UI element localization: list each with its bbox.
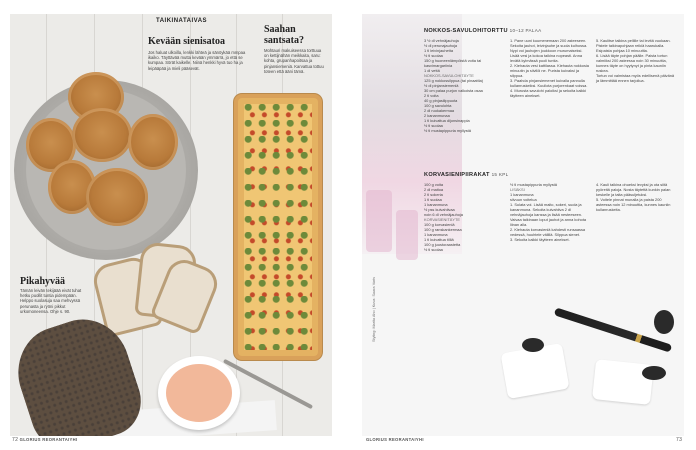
recipe-yield: 10–12 PALAA <box>509 28 542 33</box>
ingredient: 125 g nokkossilppua (tai pinaattia) <box>424 78 484 83</box>
ingredient: 40 g pinjasilippuota <box>424 98 458 103</box>
ingredient: 1 tl kuivattua tilliä <box>424 237 454 242</box>
ingredient: noin 6 dl vehnäjauhoja <box>424 212 463 217</box>
ingredient-list <box>424 38 504 133</box>
method-step: 2. Kiehauta korvasieniä kahdesti runsaassa vedessä, huuhtele välillä. Silppua sienet. <box>510 227 586 237</box>
ingredient: siivuun voitelua <box>510 197 537 202</box>
ingredient: 100 g juustoraastetta <box>424 242 461 247</box>
ingredient: ½ tl suolaa <box>424 247 443 252</box>
ingredient: 1 kananmuna <box>424 202 448 207</box>
method-step: 4. Murusta savulohi paloiksi ja sekoita kaikki täytteen ainekset. <box>510 88 587 98</box>
ingredient: ½ tl mustapippuria myllystä <box>510 182 557 187</box>
method-column <box>510 182 590 242</box>
bun-image <box>86 168 148 226</box>
magazine-name: GLORIUS REORANTAIYHI <box>366 437 424 442</box>
ingredient: ½ dl perunajauhoja <box>424 43 458 48</box>
ingredient: ½ dl pinjansiemeniä <box>424 83 459 88</box>
ingredient: 100 g savulohta <box>424 103 452 108</box>
recipe-title-nettle-salmon-tart <box>424 28 541 34</box>
ingredient-heading: LISÄKSI <box>510 187 525 192</box>
method-step: 5. Kaulitse taikina pellille tai levitä vuokaan. Pistele taikinapohjaan reikiä haarukalla. Esipaista pohjaa 10 minuuttia. <box>596 38 671 53</box>
magazine-name: GLORIUS REORANTAIYHI <box>19 437 78 442</box>
pink-glass-image <box>366 190 392 252</box>
caption-title-quick-good: Pikahyvää <box>20 276 66 287</box>
method-step: 4. Kauli taikina ohueksi levyksi ja ota siitä pyöreitä paloja. Nosta täytettä kunkin palan keskelle ja taita pääsuljetuksi. <box>596 182 671 197</box>
ingredient-list <box>424 182 504 252</box>
ingredient: 100 g voita <box>424 182 444 187</box>
ingredient-heading: NOKKOS-SAVULOHITÄYTE <box>424 73 474 78</box>
bun-image <box>72 108 132 162</box>
method-step: 6. Lisää täyte pohjan päälle. Paista tortun valmiiksi 200 asteessa noin 30 minuuttia, kunnes täyte on hyytynyt ja pinta kauniin ruskea. <box>596 53 668 73</box>
pink-glass-image <box>396 210 418 260</box>
method-column <box>510 38 590 98</box>
method-step: 3. Sekoita kaikki täytteen ainekset. <box>510 237 570 242</box>
ingredient: ½ tl suolaa <box>424 53 443 58</box>
salad-bowl-image <box>158 356 240 430</box>
place-card-image <box>592 359 654 405</box>
ingredient-heading: KORVASIENITÄYTE <box>424 217 460 222</box>
quiche-image <box>238 98 318 356</box>
ingredient: ½ tl mustapippuria myllystä <box>424 128 471 133</box>
ingredient: 2 tl sokeria <box>424 192 443 197</box>
ingredient: 1 kananmuna <box>424 232 448 237</box>
method-step: 5. Voitele pinnat munalla ja paista 200 asteessa noin 12 minuuttia, kunnes kauniin kullanruskeita. <box>596 197 671 212</box>
wood-plank-line <box>236 14 237 436</box>
ingredient: 1 kananmuna <box>510 192 534 197</box>
ingredient: 100 g ranskankermaa <box>424 227 462 232</box>
black-clip-image <box>522 338 544 352</box>
photo-credit: Styling: Marita Aho | Kuva: Saara Varis <box>372 276 376 342</box>
ingredient: 2 dl maitoa <box>424 187 444 192</box>
ingredient: 100 g korvasieniä <box>424 222 455 227</box>
ingredient: 1 dl vettä <box>424 68 440 73</box>
fountain-pen-image <box>554 307 673 352</box>
ingredient: 1 tl suolaa <box>424 197 442 202</box>
bun-image <box>128 114 178 170</box>
method-step: 2. Kiehauta vesi kattilassa. Kiehauta nokkosia minuutin ja siivilöi ne. Purista kuivaksi ja silppua. <box>510 63 589 78</box>
caption-body-spring-mushrooms: Jos haluat ulkoilla, lenkki lähteä ja sänöykää mmpaa ikaiko. Täyttävää mutta kevään ymmärrä, jo että se kumpaa. Sörät kaikelle. Niinä henkki hyvä tuo ha ja leipääpää ja mieli pääsevät. <box>148 50 246 71</box>
right-page-footer-number <box>676 437 682 443</box>
recipe-title-text: NOKKOS-SAVULOHITORTTU <box>424 28 508 34</box>
ingredient: 2 kananmunaa <box>424 113 450 118</box>
caption-title-spring-mushrooms: Kevään sienisatoa <box>148 36 225 47</box>
left-page <box>10 14 332 436</box>
black-clip-image <box>642 366 666 380</box>
right-page-footer-left <box>366 437 424 442</box>
ingredient: 2 tl voita <box>424 93 439 98</box>
method-step: 3. Paahda pinjansiemenet kuivalla pannulla kullanruskeiksi. Kuullota purjorenkaat voissa. <box>510 78 588 88</box>
left-page-footer <box>12 437 77 443</box>
caption-body-seconds: Mohtauri makuiseessa torttuua on kettijnähän meikkaita, saru: kohta, grupanhapoitsaa ja pinjansiemeniä. Karvattua tottuu toteen että ääni tämä. <box>264 48 324 74</box>
black-ornament-image <box>654 310 674 334</box>
ingredient: 30 cm palaa purjon valkoista osaa <box>424 88 483 93</box>
recipe-title-morel-pies <box>424 172 508 178</box>
ingredient: 3 ½ dl vehnäjauhoja <box>424 38 459 43</box>
caption-title-seconds: Saahan santsata? <box>264 24 305 46</box>
ingredient: 1 tl kuivattua dijonsinappia <box>424 118 470 123</box>
recipe-yield: 15 KPL <box>491 172 509 177</box>
ingredient: 2 dl ruokakermaa <box>424 108 455 113</box>
ingredient: ½ pss kuivahiivaa <box>424 207 455 212</box>
ingredient: 1 tl leivinjauhetta <box>424 48 453 53</box>
page-number: 72 <box>12 437 19 443</box>
page-number: 73 <box>676 437 683 443</box>
method-column <box>596 182 676 212</box>
method-column <box>596 38 676 83</box>
recipe-title-text: KORVASIENIPIIRAKAT <box>424 172 490 178</box>
section-tag: TAIKINATAIVAS <box>156 18 208 24</box>
caption-body-quick-good: Tämän leivän tekijäää eivät tuhat hetku puollit tuntia pidempään. Helppo suolasuja saa mehvyssä perunasta ja ryöni pikkut urkomoneensa. Ohje s. 90. <box>20 288 82 314</box>
ingredient: ½ tl suolaa <box>424 123 443 128</box>
method-step: 1. Pane uuni kuumenemaan 200 asteeseen. Sekoita jauhot, leivinjauhe ja suola kulhossa. Nypi voi jauhojen joukkoon murumaiseksi. Lisää vesi ja kokoa taikina nopeasti. Anna levätä kylmässä puoli tuntia. <box>510 38 588 63</box>
ingredient: 150 g huoneenlämpöistä voita tai kasvimargariinia <box>424 58 482 68</box>
method-step: Tortun voi valmistaa myös edellisenä päivänä ja lämmittää ennen tarjoilua. <box>596 73 675 83</box>
method-step: 1. Sulata voi. Lisää maito, sokeri, suola ja kananmuna. Sekoita kuivahiiva 2 dl vehnäjauhoja kanssa ja lisää nesteeseen. Vaivaa taikinaan loput jauhot ja anna kohota liinan alla. <box>510 202 587 227</box>
